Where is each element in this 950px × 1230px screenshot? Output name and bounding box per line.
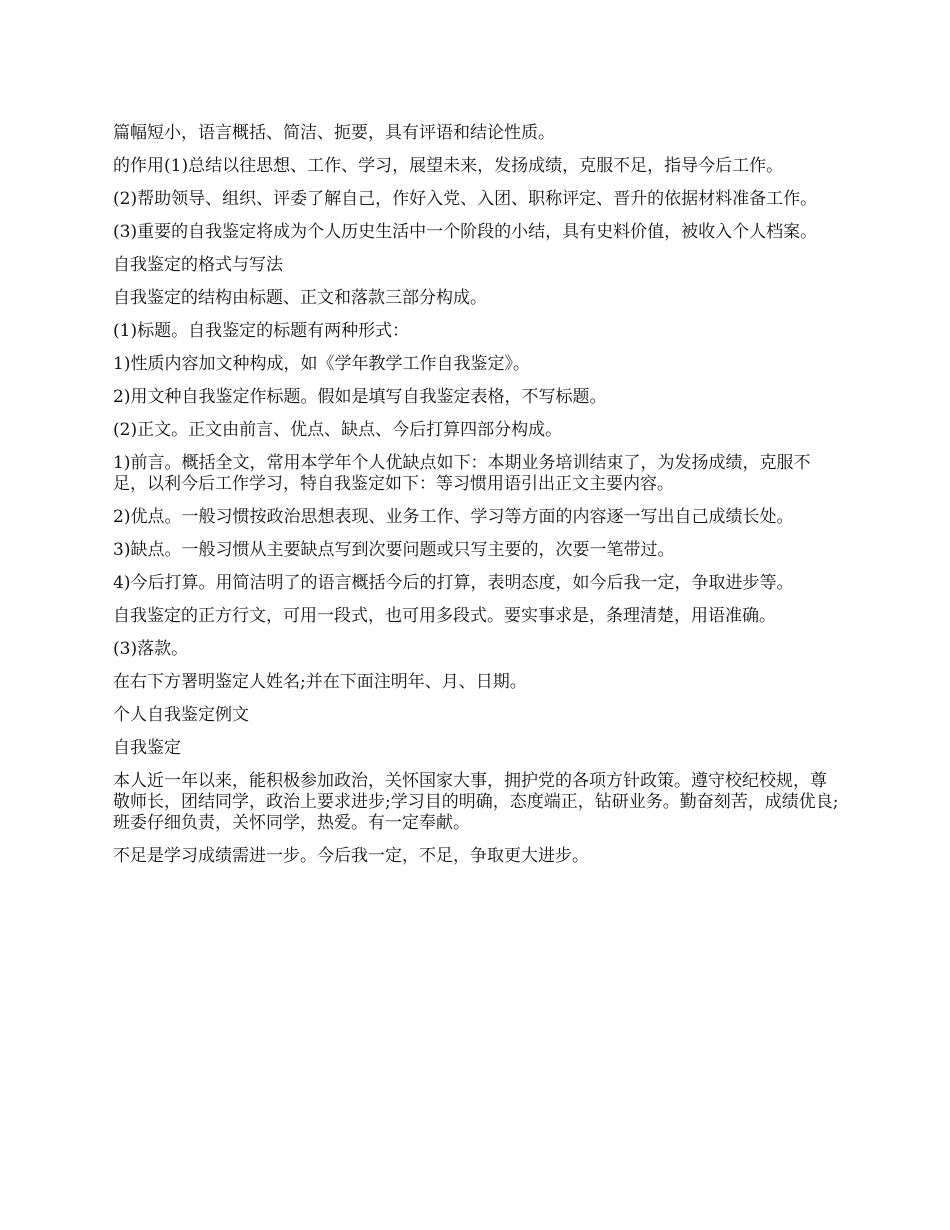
example-title: 自我鉴定: [113, 738, 181, 758]
paragraph-title-form-1: 1)性质内容加文种构成，如《学年教学工作自我鉴定》。: [113, 354, 530, 374]
paragraph-body-plans: 4)今后打算。用简洁明了的语言概括今后的打算，表明态度，如今后我一定，争取进步等。: [113, 573, 794, 593]
section-heading-example: 个人自我鉴定例文: [113, 705, 249, 725]
paragraph-body-strengths: 2)优点。一般习惯按政治思想表现、业务工作、学习等方面的内容逐一写出自己成绩长处。: [113, 507, 794, 527]
paragraph-intro-brevity: 篇幅短小，语言概括、简洁、扼要，具有评语和结论性质。: [113, 123, 555, 143]
paragraph-signature-detail: 在右下方署明鉴定人姓名;并在下面注明年、月、日期。: [113, 672, 527, 692]
section-heading-format: 自我鉴定的格式与写法: [113, 255, 283, 275]
paragraph-signature-heading: (3)落款。: [113, 639, 189, 659]
paragraph-writing-style: 自我鉴定的正方行文，可用一段式，也可用多段式。要实事求是，条理清楚，用语准确。: [113, 606, 776, 626]
paragraph-function-3: (3)重要的自我鉴定将成为个人历史生活中一个阶段的小结，具有史料价值，被收入个人档案。: [113, 222, 818, 242]
paragraph-title-form-2: 2)用文种自我鉴定作标题。假如是填写自我鉴定表格，不写标题。: [113, 387, 607, 407]
paragraph-body-weaknesses: 3)缺点。一般习惯从主要缺点写到次要问题或只写主要的，次要一笔带过。: [113, 540, 675, 560]
document-body: [113, 123, 840, 879]
paragraph-function-2: (2)帮助领导、组织、评委了解自己，作好入党、入团、职称评定、晋升的依据材料准备工作。: [113, 189, 818, 209]
paragraph-title-intro: (1)标题。自我鉴定的标题有两种形式：: [113, 321, 410, 341]
example-closing: 不足是学习成绩需进一步。今后我一定，不足，争取更大进步。: [113, 846, 589, 866]
paragraph-body-preface: 1)前言。概括全文，常用本学年个人优缺点如下：本期业务培训结束了，为发扬成绩，克服不足，以利今后工作学习，特自我鉴定如下：等习惯用语引出正文主要内容。: [113, 453, 811, 494]
paragraph-body-intro: (2)正文。正文由前言、优点、缺点、今后打算四部分构成。: [113, 420, 563, 440]
paragraph-structure: 自我鉴定的结构由标题、正文和落款三部分构成。: [113, 288, 487, 308]
paragraph-function-1: 的作用(1)总结以往思想、工作、学习，展望未来，发扬成绩，克服不足，指导今后工作。: [113, 156, 784, 176]
example-body: 本人近一年以来，能积极参加政治，关怀国家大事，拥护党的各项方针政策。遵守校纪校规，尊敬师长，团结同学，政治上要求进步;学习目的明确，态度端正，钻研业务。勤奋刻苦，成绩优良;班委仔细负责，关怀同学，热爱。有一定奉献。: [113, 771, 839, 833]
